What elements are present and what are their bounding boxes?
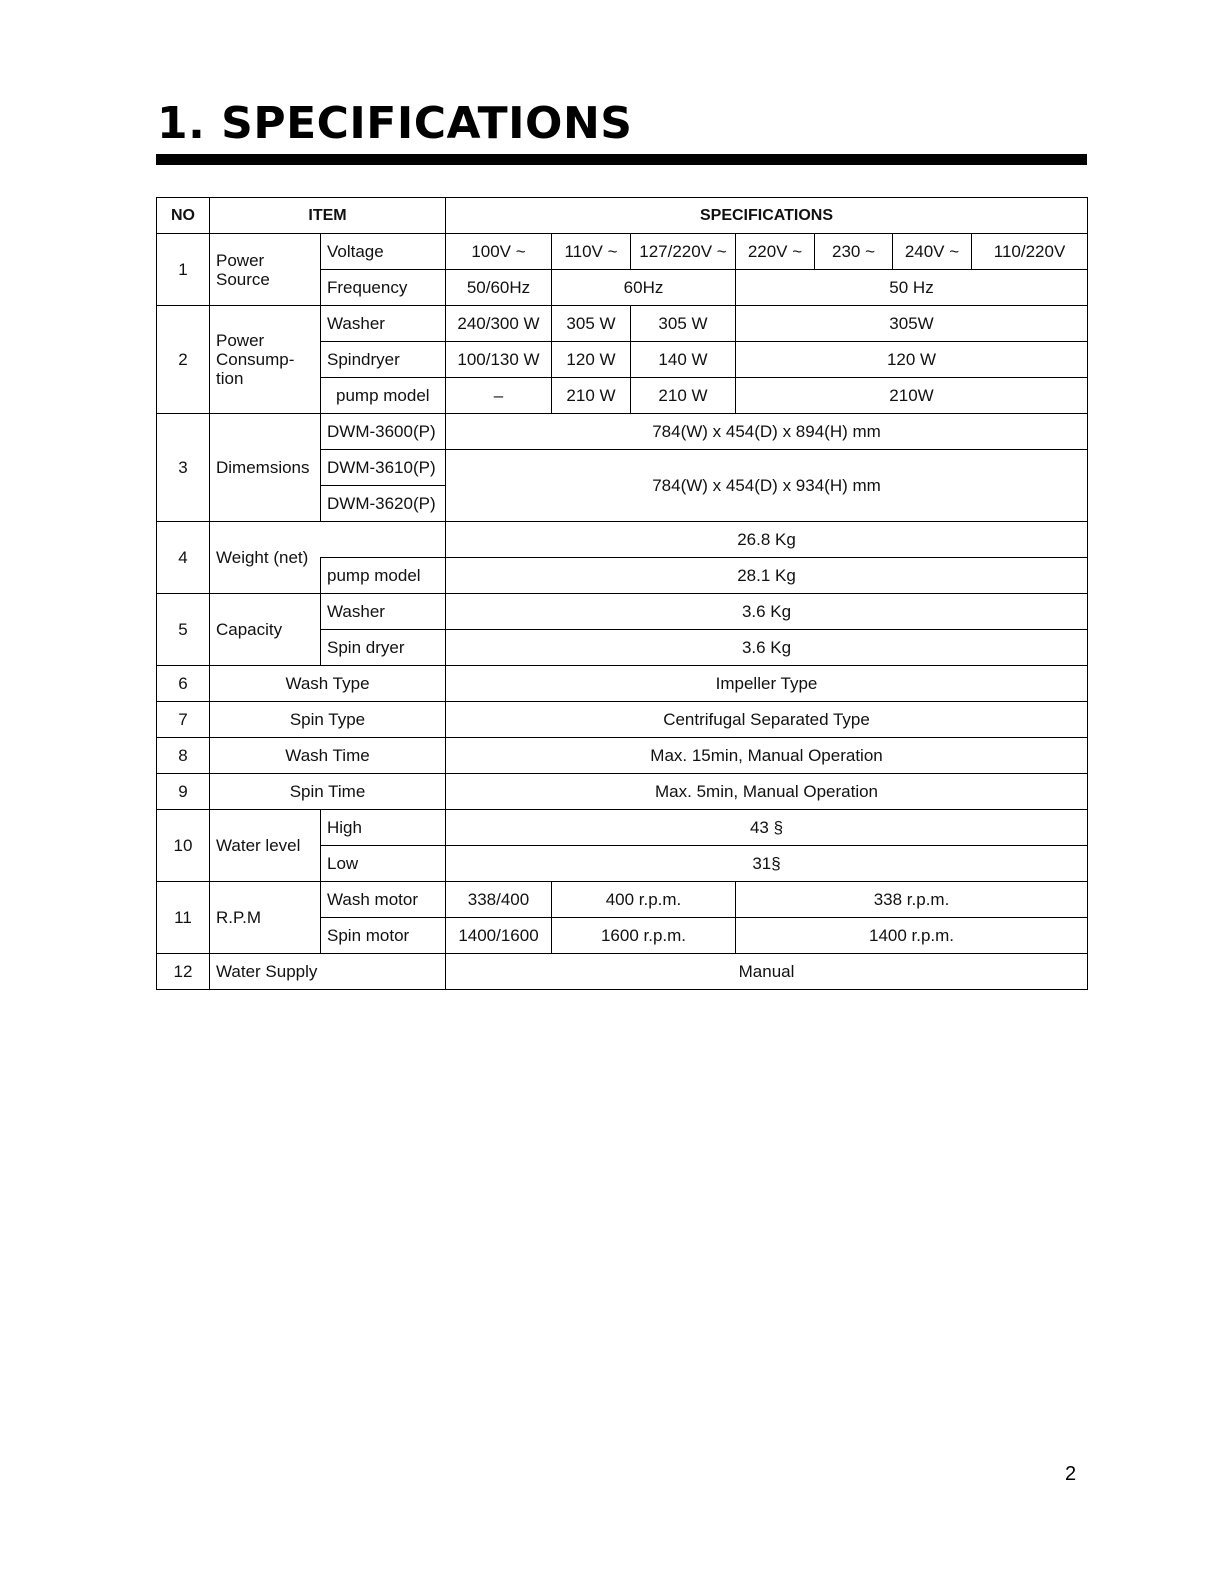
spec-value: 220V ~ xyxy=(736,234,815,270)
sub-item-label: Voltage xyxy=(321,234,446,270)
spec-value: Manual xyxy=(446,954,1088,990)
spec-value: 338/400 xyxy=(446,882,552,918)
table-row xyxy=(157,954,1088,990)
row-number: 12 xyxy=(157,954,210,990)
specifications-table xyxy=(156,197,1088,990)
sub-item-label: DWM-3610(P) xyxy=(321,450,446,486)
spec-value: 305W xyxy=(736,306,1088,342)
table-row xyxy=(157,702,1088,738)
table-row xyxy=(157,666,1088,702)
spec-value: 100/130 W xyxy=(446,342,552,378)
row-number: 1 xyxy=(157,234,210,306)
item-label: Dimemsions xyxy=(210,414,321,522)
spec-value: 784(W) x 454(D) x 894(H) mm xyxy=(446,414,1088,450)
table-row xyxy=(157,522,1088,558)
empty-cell xyxy=(321,522,446,558)
sub-item-label: Wash motor xyxy=(321,882,446,918)
row-number: 3 xyxy=(157,414,210,522)
row-number: 6 xyxy=(157,666,210,702)
title-rule xyxy=(156,154,1087,165)
item-label: Capacity xyxy=(210,594,321,666)
item-label: Spin Time xyxy=(210,774,446,810)
row-number: 10 xyxy=(157,810,210,882)
sub-item-label: High xyxy=(321,810,446,846)
spec-value: 1400/1600 xyxy=(446,918,552,954)
spec-value: 240V ~ xyxy=(893,234,972,270)
spec-value: 1600 r.p.m. xyxy=(552,918,736,954)
spec-value: 110/220V xyxy=(972,234,1088,270)
item-label: Power Consump- tion xyxy=(210,306,321,414)
spec-value: 784(W) x 454(D) x 934(H) mm xyxy=(446,450,1088,522)
header-row xyxy=(157,198,1088,234)
item-label: Water Supply xyxy=(210,954,446,990)
row-number: 5 xyxy=(157,594,210,666)
spec-value: 140 W xyxy=(631,342,736,378)
item-label: Wash Time xyxy=(210,738,446,774)
sub-item-label: pump model xyxy=(321,558,446,594)
table-row xyxy=(157,810,1088,846)
header-item: ITEM xyxy=(210,198,446,234)
item-label: Spin Type xyxy=(210,702,446,738)
sub-item-label: DWM-3620(P) xyxy=(321,486,446,522)
sub-item-label: Washer xyxy=(321,306,446,342)
spec-value: 100V ~ xyxy=(446,234,552,270)
spec-value: 1400 r.p.m. xyxy=(736,918,1088,954)
sub-item-label: Spindryer xyxy=(321,342,446,378)
row-number: 8 xyxy=(157,738,210,774)
spec-value: 120 W xyxy=(736,342,1088,378)
page-number: 2 xyxy=(1065,1463,1077,1485)
spec-value: 43 § xyxy=(446,810,1088,846)
spec-value: 400 r.p.m. xyxy=(552,882,736,918)
spec-value: 120 W xyxy=(552,342,631,378)
row-number: 4 xyxy=(157,522,210,594)
sub-item-label: pump model xyxy=(321,378,446,414)
spec-value: 50 Hz xyxy=(736,270,1088,306)
spec-value: 3.6 Kg xyxy=(446,630,1088,666)
table-row xyxy=(157,738,1088,774)
header-specifications: SPECIFICATIONS xyxy=(446,198,1088,234)
spec-value: Impeller Type xyxy=(446,666,1088,702)
spec-value: 28.1 Kg xyxy=(446,558,1088,594)
spec-value: Max. 15min, Manual Operation xyxy=(446,738,1088,774)
item-label: Wash Type xyxy=(210,666,446,702)
item-label: Water level xyxy=(210,810,321,882)
sub-item-label: Frequency xyxy=(321,270,446,306)
spec-value: Centrifugal Separated Type xyxy=(446,702,1088,738)
spec-value: 305 W xyxy=(552,306,631,342)
sub-item-label: DWM-3600(P) xyxy=(321,414,446,450)
header-no: NO xyxy=(157,198,210,234)
row-number: 7 xyxy=(157,702,210,738)
spec-value: 240/300 W xyxy=(446,306,552,342)
spec-value: 60Hz xyxy=(552,270,736,306)
spec-value: 26.8 Kg xyxy=(446,522,1088,558)
sub-item-label: Low xyxy=(321,846,446,882)
spec-value: 110V ~ xyxy=(552,234,631,270)
sub-item-label: Spin dryer xyxy=(321,630,446,666)
row-number: 2 xyxy=(157,306,210,414)
spec-value: 210 W xyxy=(552,378,631,414)
item-label: Weight (net) xyxy=(210,522,321,594)
table-row xyxy=(157,882,1088,918)
spec-value: 3.6 Kg xyxy=(446,594,1088,630)
item-label: Power Source xyxy=(210,234,321,306)
table-row xyxy=(157,306,1088,342)
spec-value: 305 W xyxy=(631,306,736,342)
spec-value: 230 ~ xyxy=(815,234,893,270)
table-row xyxy=(157,774,1088,810)
spec-value: 31§ xyxy=(446,846,1088,882)
page-title: 1. SPECIFICATIONS xyxy=(157,98,633,149)
spec-value: 50/60Hz xyxy=(446,270,552,306)
spec-value: 210W xyxy=(736,378,1088,414)
sub-item-label: Washer xyxy=(321,594,446,630)
spec-value: – xyxy=(446,378,552,414)
row-number: 11 xyxy=(157,882,210,954)
spec-value: Max. 5min, Manual Operation xyxy=(446,774,1088,810)
table-row xyxy=(157,234,1088,270)
spec-value: 127/220V ~ xyxy=(631,234,736,270)
spec-value: 210 W xyxy=(631,378,736,414)
row-number: 9 xyxy=(157,774,210,810)
sub-item-label: Spin motor xyxy=(321,918,446,954)
spec-value: 338 r.p.m. xyxy=(736,882,1088,918)
item-label: R.P.M xyxy=(210,882,321,954)
table-row xyxy=(157,594,1088,630)
table-row xyxy=(157,414,1088,450)
